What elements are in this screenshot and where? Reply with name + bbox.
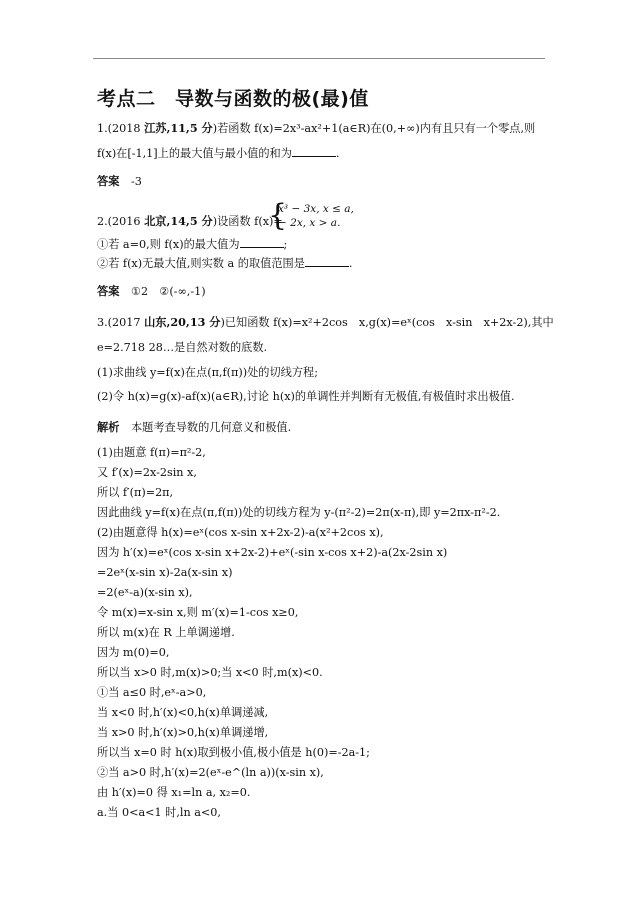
solution-line: 所以 f′(π)=2π, [97,486,174,499]
solution-line: ①当 a≤0 时,eˣ-a>0, [97,686,207,699]
solution-header [97,420,291,435]
solution-line: 由 h′(x)=0 得 x₁=ln a, x₂=0. [97,786,251,799]
answer-label: 答案 [97,174,120,188]
solution-label: 解析 [97,420,120,434]
solution-line: 所以当 x>0 时,m(x)>0;当 x<0 时,m(x)<0. [97,666,323,679]
q3-line1 [97,315,554,330]
q1-source: 江苏 [144,121,167,135]
q2-piece-2: − 2x, x > a. [278,217,341,229]
q2-sub2-text: ②若 f(x)无最大值,则实数 a 的取值范围是 [97,257,305,270]
q1-number: ,11,5 分 [166,121,213,135]
q2-number: ,14,5 分 [166,214,213,228]
q1-text-2: f(x)在[-1,1]上的最大值与最小值的和为 [97,147,292,160]
q1-answer-value: -3 [130,175,142,188]
q1-answer [97,174,142,189]
solution-line: 又 f′(x)=2x-2sin x, [97,466,197,479]
q3-number: ,20,13 分 [166,315,221,329]
solution-line: =2eˣ(x-sin x)-2a(x-sin x) [97,566,233,579]
q1-line1 [97,121,535,136]
solution-intro: 本题考查导数的几何意义和极值. [130,421,292,434]
solution-line: 当 x<0 时,h′(x)<0,h(x)单调递减, [97,706,269,719]
q1-text: )若函数 f(x)=2x³-ax²+1(a∈R)在(0,+∞)内有且只有一个零点,则 [212,122,536,135]
q2-sub1-end: ; [283,238,288,251]
solution-line: (2)由题意得 h(x)=eˣ(cos x-sin x+2x-2)-a(x²+2cos x), [97,526,384,539]
q1-year: 1.(2018 [97,122,145,135]
solution-line: 当 x>0 时,h′(x)>0,h(x)单调递增, [97,726,269,739]
piecewise-brace: { [268,198,288,233]
q2-text: )设函数 f(x)= [212,215,283,228]
q2-blank-2 [305,256,349,267]
solution-line: 因为 h′(x)=eˣ(cos x-sin x+2x-2)+eˣ(-sin x-cos x+2)-a(2x-2sin x) [97,546,448,559]
section-heading: 考点二 导数与函数的极(最)值 [97,88,369,110]
solution-line: 因此曲线 y=f(x)在点(π,f(π))处的切线方程为 y-(π²-2)=2π(x-π),即 y=2πx-π²-2. [97,506,501,519]
q2-sub2-end: . [348,257,353,270]
q2-line1 [97,214,283,229]
q1-answer-blank [292,146,336,157]
solution-line: a.当 0<a<1 时,ln a<0, [97,806,221,819]
header-rule [93,58,545,59]
q3-part1: (1)求曲线 y=f(x)在点(π,f(π))处的切线方程; [97,366,318,379]
q2-answer [97,284,206,299]
q3-year: 3.(2017 [97,316,145,329]
q2-blank-1 [240,237,284,248]
q2-source: 北京 [144,214,167,228]
solution-line: ②当 a>0 时,h′(x)=2(eˣ-e^(ln a))(x-sin x), [97,766,324,779]
q2-sub2 [97,256,352,271]
q3-part2: (2)令 h(x)=g(x)-af(x)(a∈R),讨论 h(x)的单调性并判断有无极值,有极值时求出极值. [97,390,515,403]
solution-line: 所以 m(x)在 R 上单调递增. [97,626,235,639]
solution-line: 因为 m(0)=0, [97,646,170,659]
q3-line2: e=2.718 28…是自然对数的底数. [97,341,268,354]
q3-text: )已知函数 f(x)=x²+2cos x,g(x)=eˣ(cos x-sin x+2x-2),其中 [220,316,554,329]
answer-label: 答案 [97,284,120,298]
q2-sub1 [97,237,287,252]
solution-line: (1)由题意 f(π)=π²-2, [97,446,206,459]
solution-line: =2(eˣ-a)(x-sin x), [97,586,193,599]
q2-answer-value: ①2 ②(-∞,-1) [130,285,206,298]
q2-piece-1: x³ − 3x, x ≤ a, [278,203,354,215]
q1-period: . [335,147,340,160]
q2-year: 2.(2016 [97,215,145,228]
solution-line: 所以当 x=0 时 h(x)取到极小值,极小值是 h(0)=-2a-1; [97,746,370,759]
q3-source: 山东 [144,315,167,329]
solution-line: 令 m(x)=x-sin x,则 m′(x)=1-cos x≥0, [97,606,299,619]
q1-line2 [97,146,339,161]
q2-sub1-text: ①若 a=0,则 f(x)的最大值为 [97,238,240,251]
